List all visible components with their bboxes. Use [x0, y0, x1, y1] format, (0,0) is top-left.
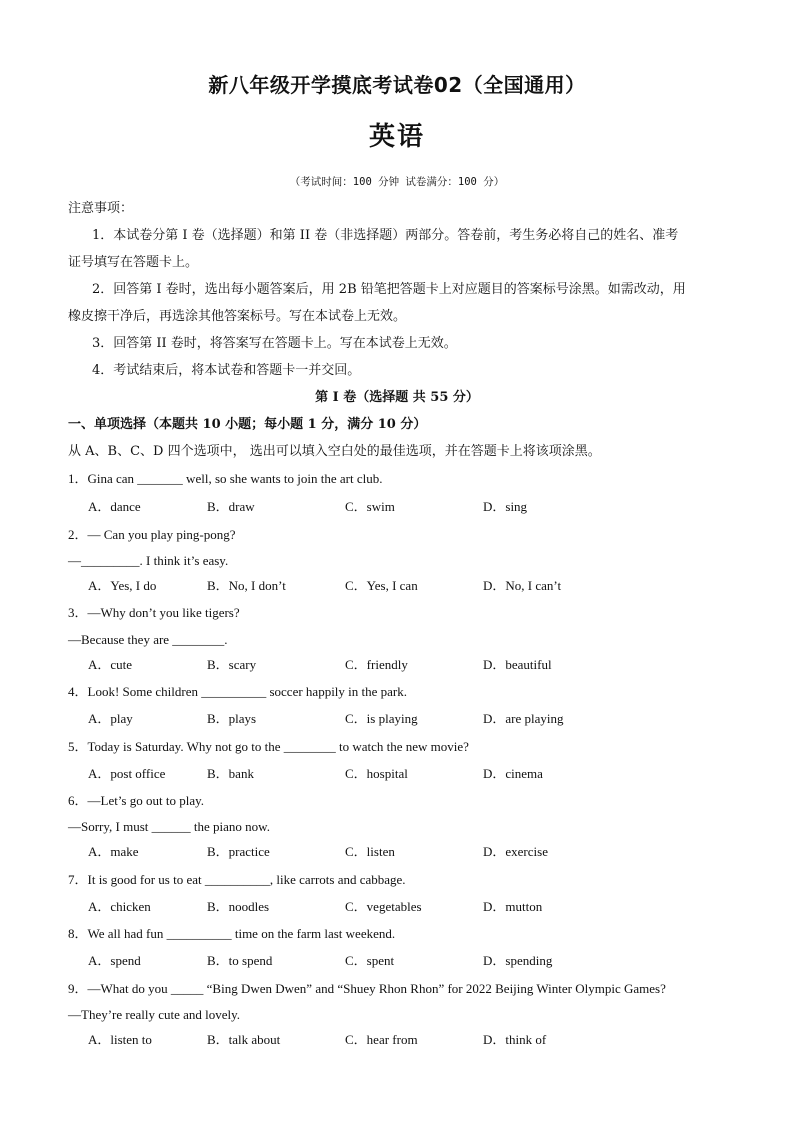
option-a: A．dance — [88, 499, 141, 514]
question-stem: 6．—Let’s go out to play. — [68, 793, 205, 808]
option-a: A．cute — [88, 657, 133, 672]
question-stem: 5．Today is Saturday. Why not go to the ________ to watch the new movie? — [68, 739, 469, 754]
question-stem: 7．It is good for us to eat __________, like carrots and cabbage. — [68, 872, 406, 887]
question-stem: 1．Gina can _______ well, so she wants to join the art club. — [68, 471, 383, 486]
option-b: B．draw — [207, 499, 255, 514]
question-response-line: —_________. I think it’s easy. — [68, 553, 229, 568]
question-stem: 3．—Why don’t you like tigers? — [68, 605, 240, 620]
question-stem: 2．— Can you play ping-pong? — [68, 527, 236, 542]
question-stem: 8．We all had fun __________ time on the farm last weekend. — [68, 926, 396, 941]
option-b: B．noodles — [207, 899, 270, 914]
option-c: C．is playing — [345, 711, 418, 726]
option-d: D．exercise — [483, 844, 548, 859]
option-a: A．play — [88, 711, 133, 726]
note-item-4: 4．考试结束后，将本试卷和答题卡一并交回。 — [92, 363, 361, 378]
instruction: 从 A、B、C、D 四个选项中， 选出可以填入空白处的最佳选项，并在答题卡上将该项涂黑。 — [68, 444, 601, 459]
note-item-1: 1．本试卷分第 I 卷（选择题）和第 II 卷（非选择题）两部分。答卷前，考生务必将自己的姓名、准考 — [92, 228, 679, 243]
question-stem: 9．—What do you _____ “Bing Dwen Dwen” and “Shuey Rhon Rhon” for 2022 Beijing Winter Olympic Games? — [68, 981, 666, 996]
option-c: C．hear from — [345, 1032, 418, 1047]
option-c: C．swim — [345, 499, 395, 514]
option-a: A．chicken — [88, 899, 151, 914]
option-d: D．sing — [483, 499, 528, 514]
option-c: C．Yes, I can — [345, 578, 418, 593]
note-item-1-cont: 证号填写在答题卡上。 — [68, 255, 199, 270]
option-d: D．beautiful — [483, 657, 552, 672]
option-d: D．No, I can’t — [483, 578, 562, 593]
option-d: D．cinema — [483, 766, 543, 781]
question-response-line: —They’re really cute and lovely. — [68, 1007, 241, 1022]
note-item-2: 2．回答第 I 卷时，选出每小题答案后，用 2B 铅笔把答题卡上对应题目的答案标号涂黑。如需改动，用 — [92, 282, 686, 297]
option-a: A．Yes, I do — [88, 578, 157, 593]
option-d: D．mutton — [483, 899, 543, 914]
option-b: B．practice — [207, 844, 270, 859]
question-stem: 4．Look! Some children __________ soccer happily in the park. — [68, 684, 408, 699]
option-b: B．bank — [207, 766, 254, 781]
option-b: B．talk about — [207, 1032, 281, 1047]
option-b: B．to spend — [207, 953, 273, 968]
option-b: B．scary — [207, 657, 257, 672]
subject-title: 英语 — [368, 122, 425, 152]
option-c: C．listen — [345, 844, 395, 859]
part-title: 一、单项选择（本题共 10 小题；每小题 1 分，满分 10 分） — [68, 417, 427, 432]
option-d: D．think of — [483, 1032, 547, 1047]
option-a: A．listen to — [88, 1032, 152, 1047]
option-d: D．are playing — [483, 711, 564, 726]
question-response-line: —Because they are ________. — [68, 632, 228, 647]
option-a: A．post office — [88, 766, 166, 781]
option-d: D．spending — [483, 953, 553, 968]
section-title: 第 I 卷（选择题 共 55 分） — [315, 390, 479, 405]
option-b: B．No, I don’t — [207, 578, 286, 593]
exam-title: 新八年级开学摸底考试卷02（全国通用） — [208, 73, 586, 97]
option-a: A．make — [88, 844, 139, 859]
option-c: C．hospital — [345, 766, 408, 781]
time-info: （考试时间：100 分钟 试卷满分：100 分） — [289, 176, 505, 188]
option-c: C．friendly — [345, 657, 408, 672]
option-c: C．vegetables — [345, 899, 422, 914]
note-item-2-cont: 橡皮擦干净后，再选涂其他答案标号。写在本试卷上无效。 — [68, 309, 407, 324]
option-c: C．spent — [345, 953, 395, 968]
option-a: A．spend — [88, 953, 141, 968]
notes-heading: 注意事项： — [68, 201, 134, 216]
question-response-line: —Sorry, I must ______ the piano now. — [68, 819, 270, 834]
option-b: B．plays — [207, 711, 257, 726]
note-item-3: 3．回答第 II 卷时，将答案写在答题卡上。写在本试卷上无效。 — [92, 336, 457, 351]
